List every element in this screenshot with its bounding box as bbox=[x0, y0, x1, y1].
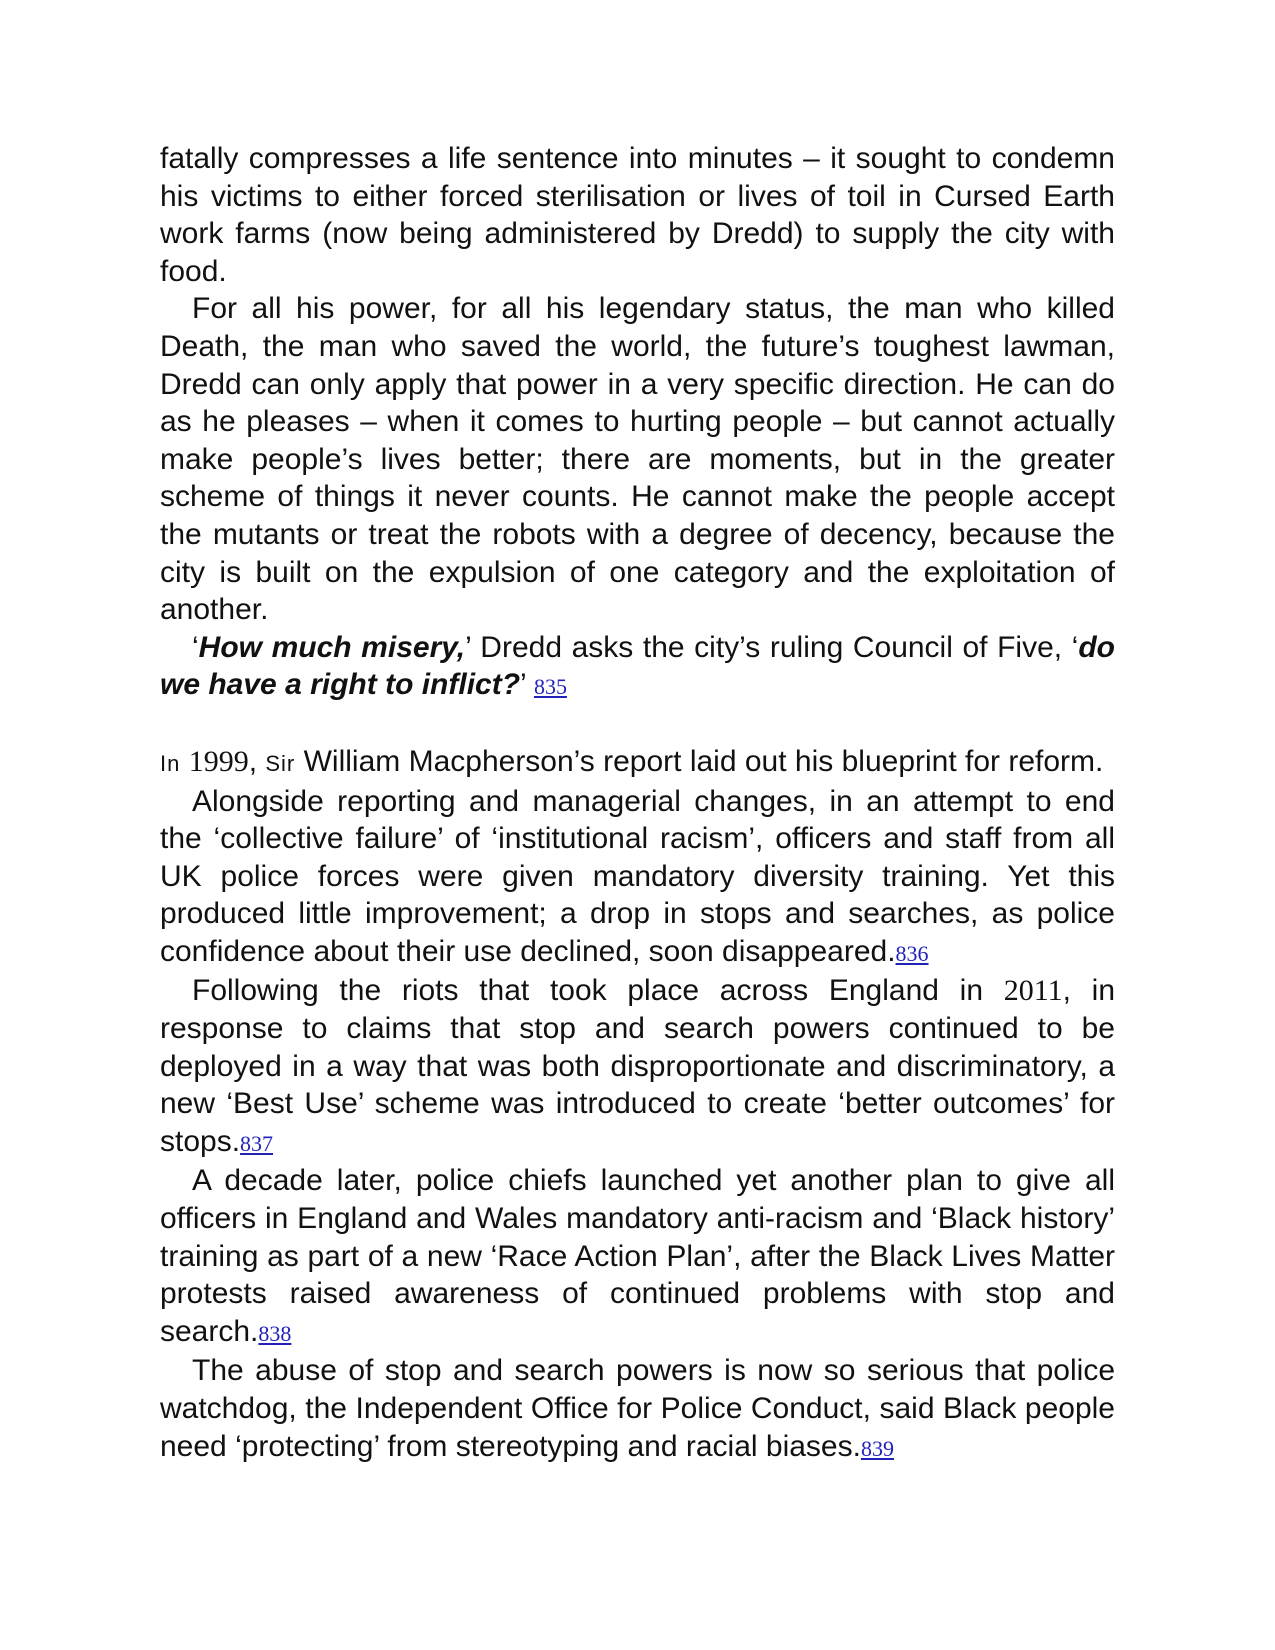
footnote-link-839[interactable]: 839 bbox=[860, 1435, 894, 1461]
document-page bbox=[160, 140, 1115, 1467]
paragraph-text: A decade later, police chiefs launched yet another plan to give all officers in England and Wales mandatory anti-racism and ‘Black history’ training as part of a new ‘Race Action Plan’, after the Black Lives Matter protests raised awareness of continued problems with stop and search. bbox=[160, 1164, 1115, 1348]
quote-close: ’ bbox=[520, 668, 526, 702]
comma: , bbox=[248, 744, 266, 778]
paragraph-text: Alongside reporting and managerial changes, in an attempt to end the ‘collective failure’ of ‘institutional racism’, officers and staff from all UK police forces were given mandatory diversity training. Yet this produced little improvement; a drop in stops and searches, as police confidence about their use declined, soon disappeared. bbox=[160, 784, 1115, 968]
section-break bbox=[160, 706, 1115, 743]
paragraph-2: For all his power, for all his legendary status, the man who killed Death, the man who saved the world, the future’s toughest lawman, Dredd can only apply that power in a very specific direction. He can do as he pleases – when it comes to hurting people – but cannot actually make people’s lives better; there are moments, but in the greater scheme of things it never counts. He cannot make the people accept the mutants or treat the robots with a degree of decency, because the city is built on the expulsion of one category and the exploitation of another. bbox=[160, 292, 1115, 627]
small-caps-sir: Sir bbox=[265, 750, 296, 776]
quote-middle: ’ Dredd asks the city’s ruling Council of Five, ‘ bbox=[465, 630, 1079, 664]
paragraph-dredd-quote bbox=[160, 629, 1115, 706]
year-1999: 1999 bbox=[188, 744, 249, 778]
footnote-link-838[interactable]: 838 bbox=[258, 1320, 292, 1346]
paragraph-iopc bbox=[160, 1352, 1115, 1467]
paragraph-text-pre: Following the riots that took place across England in bbox=[192, 974, 1004, 1008]
small-caps-in: In bbox=[160, 750, 181, 776]
quote-emphasis-2: do we have a right to inflict? bbox=[160, 630, 1116, 702]
paragraph-diversity-training bbox=[160, 783, 1115, 973]
paragraph-text-post: , in response to claims that stop and search powers continued to be deployed in a way that was both disproportionate and discriminatory, a new ‘Best Use’ scheme was introduced to create ‘better outcomes’ for stops. bbox=[160, 974, 1115, 1158]
macpherson-text: William Macpherson’s report laid out his blueprint for reform. bbox=[295, 744, 1104, 778]
footnote-link-835[interactable]: 835 bbox=[533, 674, 567, 700]
footnote-link-836[interactable]: 836 bbox=[895, 940, 929, 966]
quote-emphasis-1: How much misery, bbox=[198, 630, 466, 664]
year-2011: 2011 bbox=[1003, 974, 1063, 1008]
paragraph-riots-2011 bbox=[160, 972, 1115, 1162]
quote-open: ‘ bbox=[192, 630, 199, 664]
paragraph-text: The abuse of stop and search powers is now so serious that police watchdog, the Independent Office for Police Conduct, said Black people need ‘protecting’ from stereotyping and racial biases. bbox=[160, 1354, 1115, 1463]
footnote-link-837[interactable]: 837 bbox=[240, 1130, 274, 1156]
paragraph-1: fatally compresses a life sentence into minutes – it sought to condemn his victims to either forced sterilisation or lives of toil in Cursed Earth work farms (now being administered by Dredd) to supply the city with food. bbox=[160, 142, 1115, 288]
paragraph-race-action-plan bbox=[160, 1162, 1115, 1352]
paragraph-macpherson bbox=[160, 743, 1115, 783]
